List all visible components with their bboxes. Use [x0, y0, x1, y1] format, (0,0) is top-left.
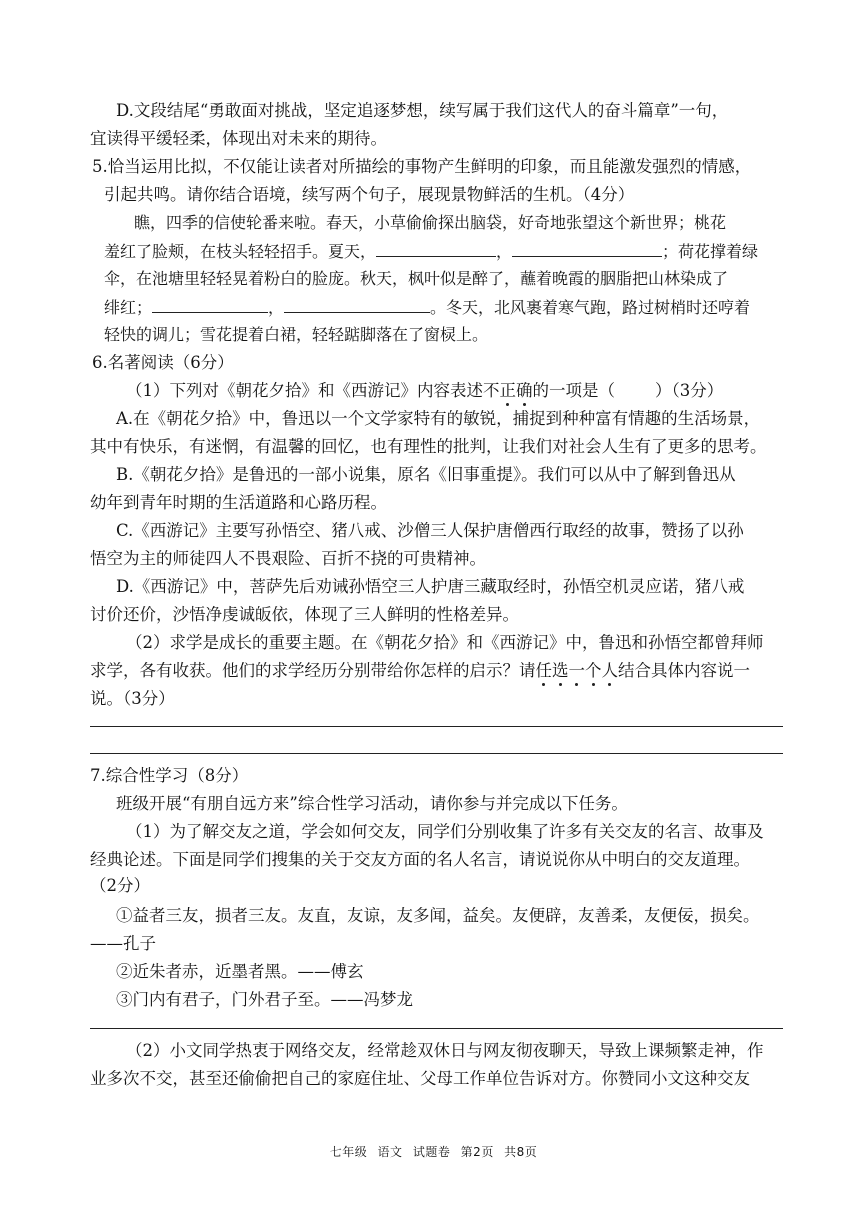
emphasis-char: 确	[516, 381, 533, 400]
q4-option-d-line2: 宜读得平缓轻柔，体现出对未来的期待。	[90, 129, 387, 148]
q7-title: 7.综合性学习（8分）	[90, 766, 249, 785]
q6-sub1-stem	[126, 381, 821, 401]
q7-intro: 班级开展“有朋自远方来”综合性学习活动，请你参与并完成以下任务。	[116, 794, 628, 813]
q6-sub2-line2	[90, 661, 785, 681]
q6-title: 6.名著阅读（6分）	[92, 353, 234, 372]
q6-option-d-line1: D.《西游记》中，菩萨先后劝诫孙悟空三人护唐三藏取经时，孙悟空机灵应诺，猪八戒	[116, 577, 745, 596]
q7-quote-1-source: ——孔子	[90, 934, 156, 953]
q6-sub1-stem-tail: ）（3分）	[655, 381, 724, 400]
q5-passage-line2-tail: ；荷花撑着绿	[662, 242, 759, 261]
q7-sub1-line2: 经典论述。下面是同学们搜集的关于交友方面的名人名言，请说说你从中明白的交友道理。	[90, 850, 750, 869]
q6-sub1-stem-mid: 的一项是（	[532, 381, 615, 400]
q5-passage-line1: 瞧，四季的信使轮番来啦。春天，小草偷偷探出脑袋，好奇地张望这个新世界；桃花	[134, 213, 727, 232]
q7-sub1-line3: （2分）	[90, 876, 150, 895]
q5-blank-autumn-2[interactable]	[284, 297, 430, 313]
q5-passage-line4-head: 绯红；	[104, 298, 153, 317]
q5-passage-line5: 轻快的调儿；雪花提着白裙，轻轻踮脚落在了窗棂上。	[104, 325, 489, 344]
q6-option-c-line1: C.《西游记》主要写孙悟空、猪八戒、沙僧三人保护唐僧西行取经的故事，赞扬了以孙	[116, 521, 744, 540]
q6-option-b-line2: 幼年到青年时期的生活道路和心路历程。	[90, 493, 387, 512]
q4-option-d-line1: D.文段结尾“勇敢面对挑战，坚定追逐梦想，续写属于我们这代人的奋斗篇章”一句，	[116, 101, 729, 120]
emphasis-char: 正	[499, 381, 516, 400]
emphasis-char: 任	[535, 661, 552, 680]
emphasis-char: 选	[552, 661, 569, 680]
q7-sub2-line2: 业多次不交，甚至还偷偷把自己的家庭住址、父母工作单位告诉对方。你赞同小文这种交友	[90, 1069, 750, 1088]
q6-sub2-line1: （2）求学是成长的重要主题。在《朝花夕拾》和《西游记》中，鲁迅和孙悟空都曾拜师	[126, 633, 764, 652]
q5-passage-line2	[104, 241, 799, 262]
q5-blank-autumn-1[interactable]	[152, 297, 268, 313]
q5-comma: ，	[268, 298, 285, 317]
q5-comma: ，	[496, 242, 513, 261]
q5-blank-summer-2[interactable]	[512, 241, 662, 257]
q5-stem-line1: 5.恰当运用比拟，不仅能让读者对所描绘的事物产生鲜明的印象，而且能激发强烈的情感，	[92, 157, 752, 176]
q6-option-c-line2: 悟空为主的师徒四人不畏艰险、百折不挠的可贵精神。	[90, 549, 486, 568]
q6-option-d-line2: 讨价还价，沙悟净虔诚皈依，体现了三人鲜明的性格差异。	[90, 605, 519, 624]
emphasis-char: 个	[585, 661, 602, 680]
page-footer: 七年级 语文 试题卷 第2页 共8页	[329, 1145, 538, 1159]
q7-answer-line[interactable]	[90, 1028, 783, 1029]
emphasis-char: 一	[568, 661, 585, 680]
q7-sub2-line1: （2）小文同学热衷于网络交友，经常趁双休日与网友彻夜聊天，导致上课频繁走神，作	[126, 1041, 764, 1060]
emphasis-char: 人	[601, 661, 618, 680]
q6-sub2-line2-head: 求学，各有收获。他们的求学经历分别带给你怎样的启示？请	[90, 661, 536, 680]
q5-passage-line3: 伞，在池塘里轻轻晃着粉白的脸庞。秋天，枫叶似是醉了，蘸着晚霞的胭脂把山林染成了	[104, 269, 729, 288]
q7-quote-1: ①益者三友，损者三友。友直，友谅，友多闻，益矣。友便辟，友善柔，友便佞，损矣。	[116, 906, 760, 925]
q7-quote-3: ③门内有君子，门外君子至。——冯梦龙	[116, 990, 413, 1009]
q6-answer-line-1[interactable]	[90, 726, 783, 727]
q5-passage-line4-tail: 。冬天，北风裹着寒气跑，路过树梢时还哼着	[430, 298, 751, 317]
q7-sub1-line1: （1）为了解交友之道，学会如何交友，同学们分别收集了许多有关交友的名言、故事及	[126, 822, 764, 841]
q6-sub2-line3: 说。（3分）	[90, 689, 175, 708]
q6-answer-line-2[interactable]	[90, 753, 783, 754]
q5-passage-line2-head: 羞红了脸颊，在枝头轻轻招手。夏天，	[104, 242, 377, 261]
q6-option-b-line1: B.《朝花夕拾》是鲁迅的一部小说集，原名《旧事重提》。我们可以从中了解到鲁迅从	[116, 465, 736, 484]
q6-option-a-line1: A.在《朝花夕拾》中，鲁迅以一个文学家特有的敏锐，捕捉到种种富有情趣的生活场景，	[116, 409, 761, 428]
q5-blank-summer-1[interactable]	[376, 241, 496, 257]
q7-quote-2: ②近朱者赤，近墨者黑。——傅玄	[116, 962, 364, 981]
q5-passage-line4	[104, 297, 799, 318]
q6-sub2-line2-tail: 结合具体内容说一	[618, 661, 750, 680]
q6-sub1-stem-head: （1）下列对《朝花夕拾》和《西游记》内容表述不	[126, 381, 500, 400]
q5-stem-line2: 引起共鸣。请你结合语境，续写两个句子，展现景物鲜活的生机。（4分）	[104, 185, 635, 204]
q6-option-a-line2: 其中有快乐，有迷惘，有温馨的回忆，也有理性的批判，让我们对社会人生有了更多的思考。	[90, 437, 767, 456]
